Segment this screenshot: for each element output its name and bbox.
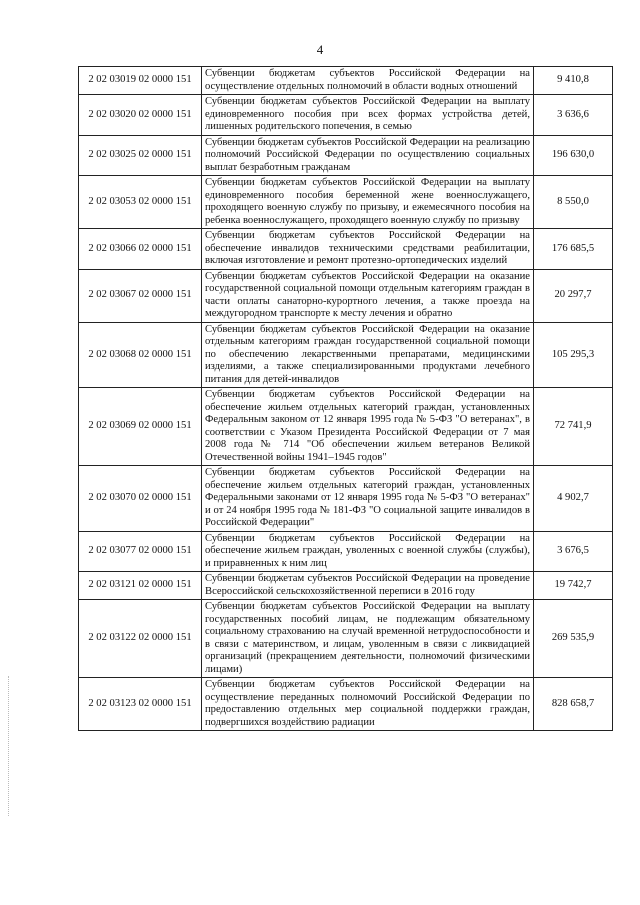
classification-code-cell: 2 02 03122 02 0000 151 — [79, 600, 202, 678]
description-cell: Субвенции бюджетам субъектов Российской Федерации на осуществление отдельных полномочий в области водных отношений — [202, 67, 534, 95]
classification-code-cell: 2 02 03020 02 0000 151 — [79, 95, 202, 136]
table-row — [79, 67, 613, 95]
classification-code-cell: 2 02 03053 02 0000 151 — [79, 176, 202, 229]
description-cell: Субвенции бюджетам субъектов Российской Федерации на обеспечение жильем отдельных категорий граждан, установленных Федеральным законом от 12 января 1995 года № 5-ФЗ "О ветеранах", в соответствии с Указом Президента Российской Федерации от 7 мая 2008 года № 714 "Об обеспечении жильем ветеранов Великой Отечественной войны 1941–1945 годов" — [202, 388, 534, 466]
budget-table — [78, 66, 613, 731]
table-row — [79, 678, 613, 731]
table-row — [79, 531, 613, 572]
table-row — [79, 572, 613, 600]
table-row — [79, 269, 613, 322]
description-cell: Субвенции бюджетам субъектов Российской Федерации на обеспечение жильем граждан, уволенных с военной службы (службы), и приравненных к ним лиц — [202, 531, 534, 572]
table-body — [79, 67, 613, 731]
classification-code-cell: 2 02 03025 02 0000 151 — [79, 135, 202, 176]
amount-cell: 105 295,3 — [534, 322, 613, 388]
description-cell: Субвенции бюджетам субъектов Российской Федерации на выплату государственных пособий лицам, не подлежащим обязательному социальному страхованию на случай временной нетрудоспособности и в связи с материнством, и лицам, уволенным в связи с ликвидацией организаций (прекращением деятельности, полномочий физическими лицами) — [202, 600, 534, 678]
classification-code-cell: 2 02 03068 02 0000 151 — [79, 322, 202, 388]
table-row — [79, 135, 613, 176]
table-row — [79, 176, 613, 229]
table-row — [79, 388, 613, 466]
classification-code-cell: 2 02 03069 02 0000 151 — [79, 388, 202, 466]
description-cell: Субвенции бюджетам субъектов Российской Федерации на выплату единовременного пособия беременной жене военнослужащего, проходящего военную службу по призыву, и ежемесячного пособия на ребенка военнослужащего, проходящего военную службу по призыву — [202, 176, 534, 229]
amount-cell: 19 742,7 — [534, 572, 613, 600]
description-cell: Субвенции бюджетам субъектов Российской Федерации на проведение Всероссийской сельскохозяйственной переписи в 2016 году — [202, 572, 534, 600]
amount-cell: 20 297,7 — [534, 269, 613, 322]
table-row — [79, 229, 613, 270]
amount-cell: 828 658,7 — [534, 678, 613, 731]
classification-code-cell: 2 02 03070 02 0000 151 — [79, 466, 202, 532]
description-cell: Субвенции бюджетам субъектов Российской Федерации на выплату единовременного пособия при всех формах устройства детей, лишенных родительского попечения, в семью — [202, 95, 534, 136]
description-cell: Субвенции бюджетам субъектов Российской Федерации на осуществление переданных полномочий Российской Федерации по предоставлению отдельных мер социальной поддержки граждан, подвергшихся воздействию радиации — [202, 678, 534, 731]
amount-cell: 9 410,8 — [534, 67, 613, 95]
amount-cell: 72 741,9 — [534, 388, 613, 466]
margin-scan-marks — [8, 676, 11, 816]
table-row — [79, 322, 613, 388]
amount-cell: 269 535,9 — [534, 600, 613, 678]
table-row — [79, 600, 613, 678]
classification-code-cell: 2 02 03067 02 0000 151 — [79, 269, 202, 322]
amount-cell: 196 630,0 — [534, 135, 613, 176]
classification-code-cell: 2 02 03019 02 0000 151 — [79, 67, 202, 95]
classification-code-cell: 2 02 03077 02 0000 151 — [79, 531, 202, 572]
amount-cell: 3 676,5 — [534, 531, 613, 572]
amount-cell: 3 636,6 — [534, 95, 613, 136]
amount-cell: 176 685,5 — [534, 229, 613, 270]
classification-code-cell: 2 02 03121 02 0000 151 — [79, 572, 202, 600]
description-cell: Субвенции бюджетам субъектов Российской Федерации на обеспечение инвалидов техническими средствами реабилитации, включая изготовление и ремонт протезно-ортопедических изделий — [202, 229, 534, 270]
table-row — [79, 466, 613, 532]
page-number: 4 — [316, 42, 324, 57]
amount-cell: 8 550,0 — [534, 176, 613, 229]
description-cell: Субвенции бюджетам субъектов Российской Федерации на реализацию полномочий Российской Федерации по осуществлению социальных выплат безработным гражданам — [202, 135, 534, 176]
description-cell: Субвенции бюджетам субъектов Российской Федерации на обеспечение жильем отдельных категорий граждан, установленных Федеральными законами от 12 января 1995 года № 5-ФЗ "О ветеранах" и от 24 ноября 1995 года № 181-ФЗ "О социальной защите инвалидов в Российской Федерации" — [202, 466, 534, 532]
classification-code-cell: 2 02 03066 02 0000 151 — [79, 229, 202, 270]
amount-cell: 4 902,7 — [534, 466, 613, 532]
description-cell: Субвенции бюджетам субъектов Российской Федерации на оказание отдельным категориям граждан государственной социальной помощи по обеспечению лекарственными препаратами, медицинскими изделиями, а также специализированными продуктами лечебного питания для детей-инвалидов — [202, 322, 534, 388]
description-cell: Субвенции бюджетам субъектов Российской Федерации на оказание государственной социальной помощи отдельным категориям граждан в части оплаты санаторно-курортного лечения, а также проезда на междугородном транспорте к месту лечения и обратно — [202, 269, 534, 322]
classification-code-cell: 2 02 03123 02 0000 151 — [79, 678, 202, 731]
table-row — [79, 95, 613, 136]
